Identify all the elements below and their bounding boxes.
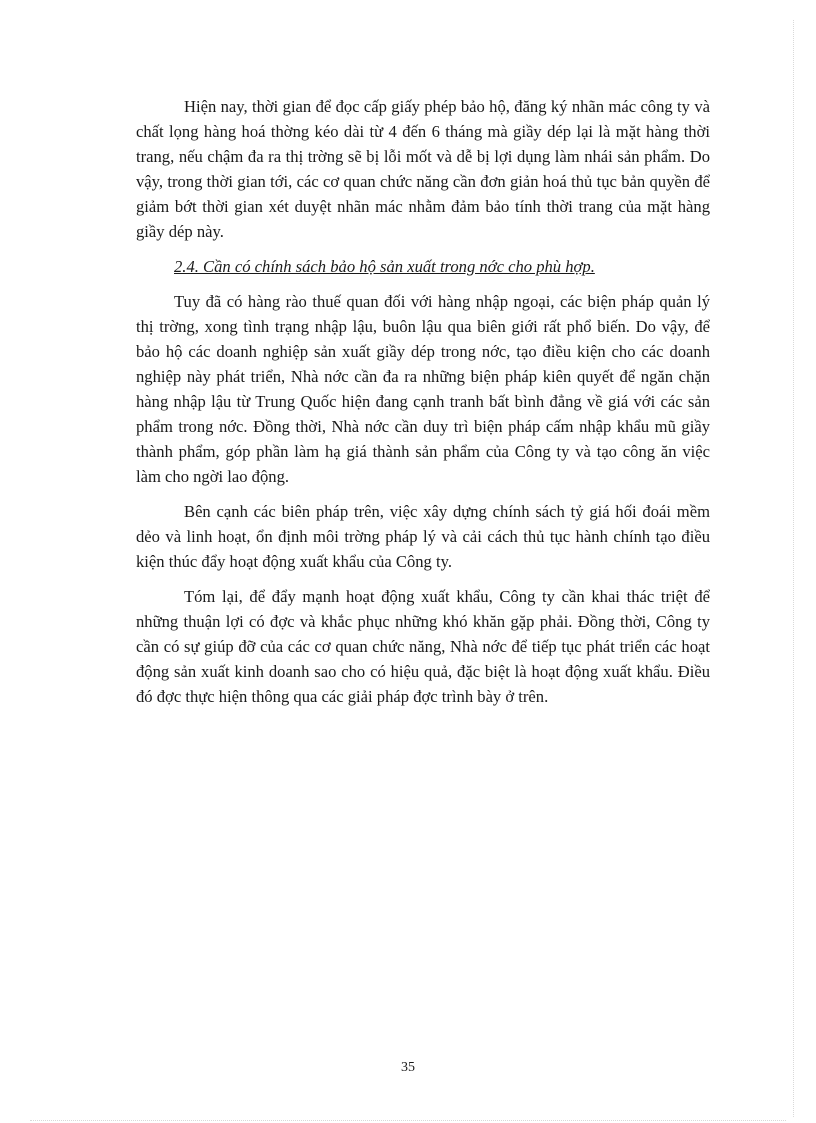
page-bottom-border <box>30 1120 786 1121</box>
page-number: 35 <box>401 1060 415 1075</box>
section-heading-2-4: 2.4. Cần có chính sách bảo hộ sản xuất trong nớc cho phù hợp. <box>174 257 595 276</box>
paragraph-conclusion: Tóm lại, để đẩy mạnh hoạt động xuất khẩu, Công ty cần khai thác triệt để những thuận lợi có đợc và khắc phục những khó khăn gặp phải. Đồng thời, Công ty cần có sự giúp đỡ của các cơ quan chức năng, Nhà nớc để tiếp tục phát triển các hoạt động sản xuất kinh doanh sao cho có hiệu quả, đặc biệt là hoạt động xuất khẩu. Điều đó đợc thực hiện thông qua các giải pháp đợc trình bày ở trên. <box>136 587 710 706</box>
paragraph-exchange-policy: Bên cạnh các biên pháp trên, việc xây dựng chính sách tỷ giá hối đoái mềm dẻo và linh hoạt, ổn định môi trờng pháp lý và cải cách thủ tục hành chính tạo điều kiện thúc đẩy hoạt động xuất khẩu của Công ty. <box>136 502 710 571</box>
paragraph-licensing: Hiện nay, thời gian để đọc cấp giấy phép bảo hộ, đăng ký nhãn mác công ty và chất lọng hàng hoá thờng kéo dài từ 4 đến 6 tháng mà giầy dép lại là mặt hàng thời trang, nếu chậm đa ra thị trờng sẽ bị lỗi mốt và dễ bị lợi dụng làm nhái sản phẩm. Do vậy, trong thời gian tới, các cơ quan chức năng cần đơn giản hoá thủ tục bản quyền để giảm bớt thời gian xét duyệt nhãn mác nhằm đảm bảo tính thời trang của mặt hàng giầy dép này. <box>136 97 710 241</box>
page-content <box>136 94 710 719</box>
paragraph-protection-policy: Tuy đã có hàng rào thuế quan đối với hàng nhập ngoại, các biện pháp quản lý thị trờng, xong tình trạng nhập lậu, buôn lậu qua biên giới rất phổ biến. Do vậy, để bảo hộ các doanh nghiệp sản xuất giầy dép trong nớc, tạo điều kiện cho các doanh nghiệp này phát triển, Nhà nớc cần đa ra những biện pháp kiên quyết để ngăn chặn hàng nhập lậu từ Trung Quốc hiện đang cạnh tranh bất bình đẳng về giá với các sản phẩm trong nớc. Đồng thời, Nhà nớc cần duy trì biện pháp cấm nhập khẩu mũ giầy thành phẩm, góp phần làm hạ giá thành sản phẩm của Công ty và tạo công ăn việc làm cho ngời lao động. <box>136 292 710 486</box>
page-right-border <box>793 20 794 1117</box>
